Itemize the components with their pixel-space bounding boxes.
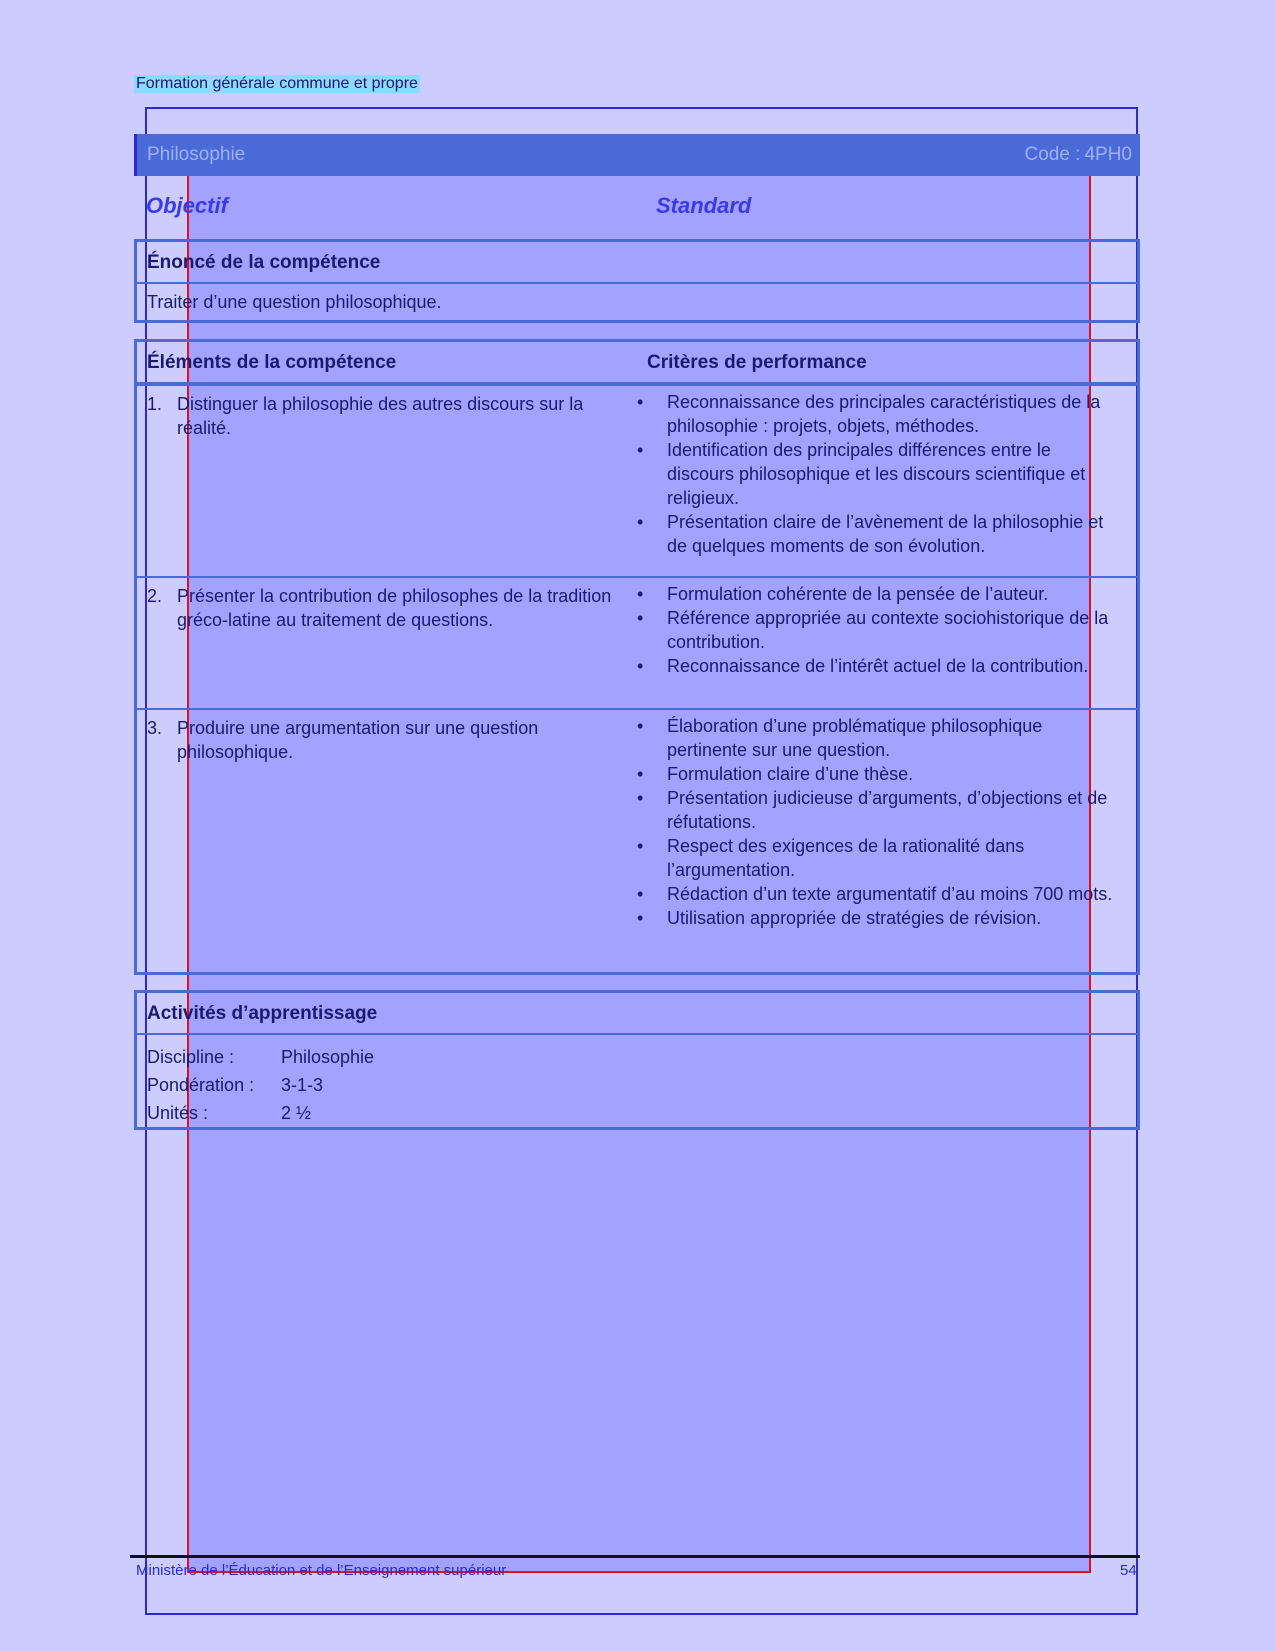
bullet-icon: • [637,656,644,676]
units-label: Unités : [147,1103,209,1123]
criterion: Reconnaissance de l’intérêt actuel de la contribution. [667,656,1089,676]
bullet-icon: • [637,392,644,412]
activities-box [134,990,1140,1130]
discipline-label: Discipline : [147,1047,235,1067]
criterion: Formulation claire d’une thèse. [667,764,914,784]
criteria-list [633,578,1113,708]
course-code [1020,144,1132,166]
element-text: Présenter la contribution de philosophes de la tradition gréco-latine au traitement de questions. [177,586,612,630]
code-label: Code : [1024,144,1081,165]
footer-divider [130,1555,1140,1558]
criteria-list [633,710,1113,965]
bullet-icon: • [637,788,644,808]
element-number: 2. [147,586,163,606]
activities-details [137,1035,1137,1135]
competence-statement: Traiter d’une question philosophique. [147,292,442,312]
discipline-title: Philosophie [147,144,246,165]
bullet-icon: • [637,584,644,604]
footer-ministry: Ministère de l’Éducation et de l’Enseignement supérieur [136,1562,507,1579]
element-text: Distinguer la philosophie des autres discours sur la réalité. [177,394,584,438]
criterion: Identification des principales différences entre le discours philosophique et les discours scientifique et religieux. [667,440,1086,508]
objective-label: Objectif [146,193,228,218]
code-value: 4PH0 [1084,144,1132,165]
criterion: Présentation judicieuse d’arguments, d’objections et de réfutations. [667,788,1108,832]
objective-standard-row [146,193,1136,221]
criterion: Présentation claire de l’avènement de la philosophie et de quelques moments de son évolution. [667,512,1104,556]
weighting-value: 3-1-3 [281,1075,324,1095]
criterion: Respect des exigences de la rationalité dans l’argumentation. [667,836,1025,880]
criterion: Formulation cohérente de la pensée de l’auteur. [667,584,1049,604]
criterion: Référence appropriée au contexte sociohistorique de la contribution. [667,608,1109,652]
criterion: Rédaction d’un texte argumentatif d’au moins 700 mots. [667,884,1113,904]
elements-heading: Éléments de la compétence [147,352,397,373]
discipline-value: Philosophie [281,1047,375,1067]
competence-heading: Énoncé de la compétence [137,242,1137,284]
elements-box [134,339,1140,975]
standard-label: Standard [656,193,752,218]
activities-heading: Activités d’apprentissage [137,993,1137,1035]
element-row [137,708,1137,965]
weighting-label: Pondération : [147,1075,255,1095]
bullet-icon: • [637,836,644,856]
bullet-icon: • [637,908,644,928]
title-bar [134,134,1140,176]
element-row [137,576,1137,708]
criteria-heading: Critères de performance [647,352,867,373]
bullet-icon: • [637,884,644,904]
criterion: Utilisation appropriée de stratégies de révision. [667,908,1042,928]
bullet-icon: • [637,440,644,460]
element-number: 1. [147,394,163,414]
running-title: Formation générale commune et propre [136,75,418,92]
criteria-list [633,386,1113,576]
page-number: 54 [1120,1562,1137,1579]
element-row [137,384,1137,576]
bullet-icon: • [637,512,644,532]
element-number: 3. [147,718,163,738]
competence-box [134,239,1140,323]
bullet-icon: • [637,716,644,736]
units-value: 2 ½ [281,1103,312,1123]
criterion: Élaboration d’une problématique philosophique pertinente sur une question. [667,716,1043,760]
element-text: Produire une argumentation sur une question philosophique. [177,718,539,762]
criterion: Reconnaissance des principales caractéristiques de la philosophie : projets, objets, méthodes. [667,392,1101,436]
bullet-icon: • [637,764,644,784]
bullet-icon: • [637,608,644,628]
elements-header [137,342,1137,384]
